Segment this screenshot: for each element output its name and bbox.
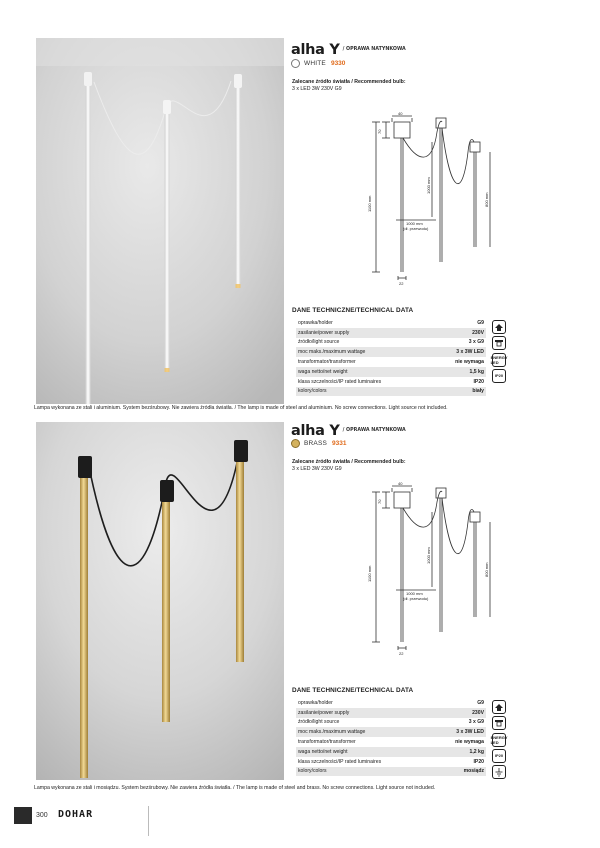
dim-top-height: 70 (377, 499, 382, 504)
spec-value: IP20 (473, 378, 484, 385)
spec-label: zasilanie/power supply (298, 329, 350, 336)
ip20-icon: IP20 (492, 369, 506, 383)
dim-base: 22 (399, 281, 404, 286)
spec-label: klasa szczelności/IP rated luminaires (298, 378, 382, 385)
spec-row (296, 328, 486, 338)
product-kind: / OPRAWA NATYNKOWA (342, 47, 406, 52)
spec-row (296, 708, 486, 718)
ceiling-box-icon (492, 336, 506, 350)
lamp-photo-brass-image (36, 422, 284, 780)
spec-row (296, 387, 486, 397)
bulb-info (292, 79, 406, 93)
spec-value: IP20 (473, 758, 484, 765)
dim-total: 1100 mm (367, 565, 372, 582)
spec-label: transformator/transformer (298, 359, 356, 366)
technical-drawing (362, 482, 512, 667)
dim-total: 1100 mm (367, 195, 372, 212)
spec-row (296, 757, 486, 767)
lamp-photo-white-image (36, 38, 284, 404)
spec-table (296, 318, 486, 396)
spec-label: źródło/light source (298, 339, 340, 346)
white-finish-icon (291, 59, 300, 68)
product-kind: / OPRAWA NATYNKOWA (342, 428, 406, 433)
technical-drawing (362, 112, 512, 297)
bulb-spec: 3 x LED 3W 230V G9 (292, 86, 342, 92)
bulb-recommended-label: Zalecane źródło światła / Recommended bulb: (292, 79, 406, 85)
product-title (291, 420, 406, 439)
spec-value: 230V (472, 329, 484, 336)
dim-drop: 1000 mm (426, 547, 431, 564)
dim-spacing-note: (dł. przewodu) (403, 226, 429, 231)
ceiling-box-icon (492, 716, 506, 730)
spec-row (296, 727, 486, 737)
spec-row (296, 737, 486, 747)
spec-row (296, 367, 486, 377)
spec-value: 3 x 3W LED (456, 349, 484, 356)
product-code: 9330 (330, 60, 346, 67)
product-caption: Lampa wykonana ze stali i mosiądzu. System bezśrubowy. Nie zawiera źródła światła. / The lamp is made of steel and brass. No screw connections. Light source not included. (34, 785, 436, 791)
product-name: alha Y (291, 423, 340, 439)
footer-divider (148, 806, 149, 836)
spec-label: moc maks./maximum wattage (298, 349, 366, 356)
dim-top-width: 40 (398, 482, 403, 486)
spec-label: kolory/colors (298, 768, 327, 775)
spec-value: nie wymaga (455, 739, 484, 746)
spec-row (296, 347, 486, 357)
product-photo-brass (36, 422, 284, 780)
spec-value: 3 x G9 (468, 339, 484, 346)
spec-row (296, 318, 486, 328)
spec-value: 3 x G9 (468, 719, 484, 726)
variant-row (291, 59, 345, 68)
spec-label: oprawka/holder (298, 699, 333, 706)
product-code: 9331 (332, 440, 347, 447)
spec-value: G9 (477, 319, 484, 326)
ceiling-mount-icon (492, 700, 506, 714)
spec-value: biały (472, 388, 484, 395)
ip20-icon: IP20 (492, 749, 506, 763)
spec-row (296, 718, 486, 728)
spec-row (296, 377, 486, 387)
dim-drop2: 800 mm (484, 192, 489, 207)
spec-value: 1,5 kg (469, 368, 484, 375)
spec-table (296, 698, 486, 776)
spec-value: nie wymaga (455, 359, 484, 366)
spec-row (296, 767, 486, 777)
footer-marker (14, 807, 32, 824)
product-title (291, 39, 406, 58)
spec-row (296, 698, 486, 708)
dim-spacing-note: (dł. przewodu) (403, 596, 429, 601)
spec-label: waga netto/net weight (298, 368, 348, 375)
product-caption: Lampa wykonana ze stali i aluminium. System bezśrubowy. Nie zawiera źródła światła. / The lamp is made of steel and aluminium. No screw connections. Light source not included. (34, 405, 448, 411)
feature-icons (492, 320, 506, 385)
color-name: WHITE (304, 60, 326, 67)
dim-drop2: 800 mm (484, 562, 489, 577)
feature-icons (492, 700, 506, 781)
spec-value: 230V (472, 709, 484, 716)
color-name: BRASS (304, 440, 328, 447)
variant-row (291, 439, 347, 448)
bulb-recommended-label: Zalecane źródło światła / Recommended bulb: (292, 459, 406, 465)
ceiling-mount-icon (492, 320, 506, 334)
page-number: 300 (36, 812, 48, 819)
spec-row (296, 338, 486, 348)
led-icon: ENERGY LED (490, 354, 508, 365)
brand-logo: DOHAR (58, 809, 94, 820)
spec-label: klasa szczelności/IP rated luminaires (298, 758, 382, 765)
technical-data-heading: DANE TECHNICZNE/TECHNICAL DATA (292, 687, 414, 694)
led-icon: ENERGY LED (490, 734, 508, 745)
spec-value: 1,2 kg (469, 748, 484, 755)
spec-label: transformator/transformer (298, 739, 356, 746)
spec-label: oprawka/holder (298, 319, 333, 326)
bulb-spec: 3 x LED 3W 230V G9 (292, 466, 342, 472)
dim-spacing: 1000 mm (406, 591, 423, 596)
spec-label: kolory/colors (298, 388, 327, 395)
spec-label: źródło/light source (298, 719, 340, 726)
brass-finish-icon (291, 439, 300, 448)
spec-value: mosiądz (463, 768, 484, 775)
bulb-info (292, 459, 406, 473)
dim-top-width: 40 (398, 112, 403, 116)
dim-spacing: 1000 mm (406, 221, 423, 226)
spec-label: moc maks./maximum wattage (298, 729, 366, 736)
spec-label: zasilanie/power supply (298, 709, 350, 716)
spec-row (296, 357, 486, 367)
dim-drop: 1000 mm (426, 177, 431, 194)
product-photo-white (36, 38, 284, 404)
dim-top-height: 70 (377, 129, 382, 134)
spec-value: G9 (477, 699, 484, 706)
dim-base: 22 (399, 651, 404, 656)
technical-data-heading: DANE TECHNICZNE/TECHNICAL DATA (292, 307, 414, 314)
spec-row (296, 747, 486, 757)
product-name: alha Y (291, 42, 340, 58)
ground-icon (492, 765, 506, 779)
spec-value: 3 x 3W LED (456, 729, 484, 736)
spec-label: waga netto/net weight (298, 748, 348, 755)
